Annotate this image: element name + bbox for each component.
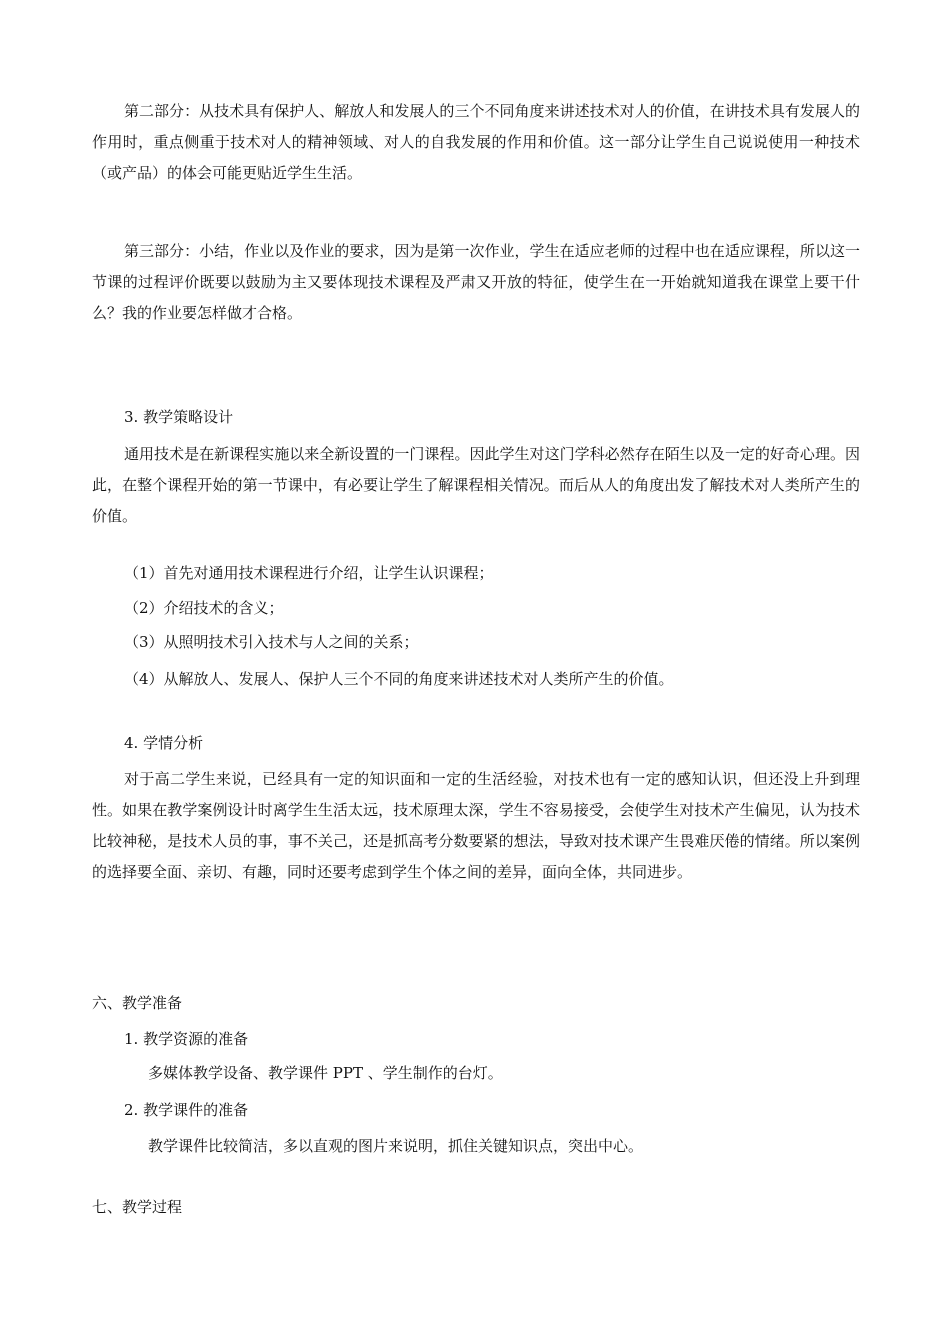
section6-heading: 六、教学准备	[92, 994, 183, 1012]
section4-heading: 4. 学情分析	[124, 734, 204, 752]
section6-sub1-heading: 1. 教学资源的准备	[124, 1030, 249, 1048]
paragraph-part3: 第三部分：小结，作业以及作业的要求，因为是第一次作业，学生在适应老师的过程中也在适应课程，所以这一节课的过程评价既要以鼓励为主又要体现技术课程及严肃又开放的特征，使学生在一开始就知道我在课堂上要干什么？我的作业要怎样做才合格。	[92, 242, 860, 322]
section3-item-2: （2）介绍技术的含义；	[124, 599, 284, 617]
section6-sub1-body: 多媒体教学设备、教学课件 PPT 、学生制作的台灯。	[148, 1064, 503, 1082]
section3-item-3: （3）从照明技术引入技术与人之间的关系；	[124, 633, 419, 651]
section3-item-1: （1）首先对通用技术课程进行介绍，让学生认识课程；	[124, 564, 494, 582]
section6-sub2-body: 教学课件比较简洁，多以直观的图片来说明，抓住关键知识点，突出中心。	[148, 1137, 644, 1155]
section7-heading: 七、教学过程	[92, 1198, 183, 1216]
paragraph-part2: 第二部分：从技术具有保护人、解放人和发展人的三个不同角度来讲述技术对人的价值，在讲技术具有发展人的作用时，重点侧重于技术对人的精神领域、对人的自我发展的作用和价值。这一部分让学生自己说说使用一种技术（或产品）的体会可能更贴近学生生活。	[92, 102, 860, 182]
section3-body: 通用技术是在新课程实施以来全新设置的一门课程。因此学生对这门学科必然存在陌生以及一定的好奇心理。因此，在整个课程开始的第一节课中，有必要让学生了解课程相关情况。而后从人的角度出发了解技术对人类所产生的价值。	[92, 445, 860, 525]
section4-body: 对于高二学生来说，已经具有一定的知识面和一定的生活经验，对技术也有一定的感知认识，但还没上升到理性。如果在教学案例设计时离学生生活太远，技术原理太深，学生不容易接受，会使学生对技术产生偏见，认为技术比较神秘，是技术人员的事，事不关己，还是抓高考分数要紧的想法，导致对技术课产生畏难厌倦的情绪。所以案例的选择要全面、亲切、有趣，同时还要考虑到学生个体之间的差异，面向全体，共同进步。	[92, 770, 860, 881]
section3-heading: 3. 教学策略设计	[124, 408, 234, 426]
section3-item-4: （4）从解放人、发展人、保护人三个不同的角度来讲述技术对人类所产生的价值。	[124, 670, 674, 688]
section6-sub2-heading: 2. 教学课件的准备	[124, 1101, 249, 1119]
